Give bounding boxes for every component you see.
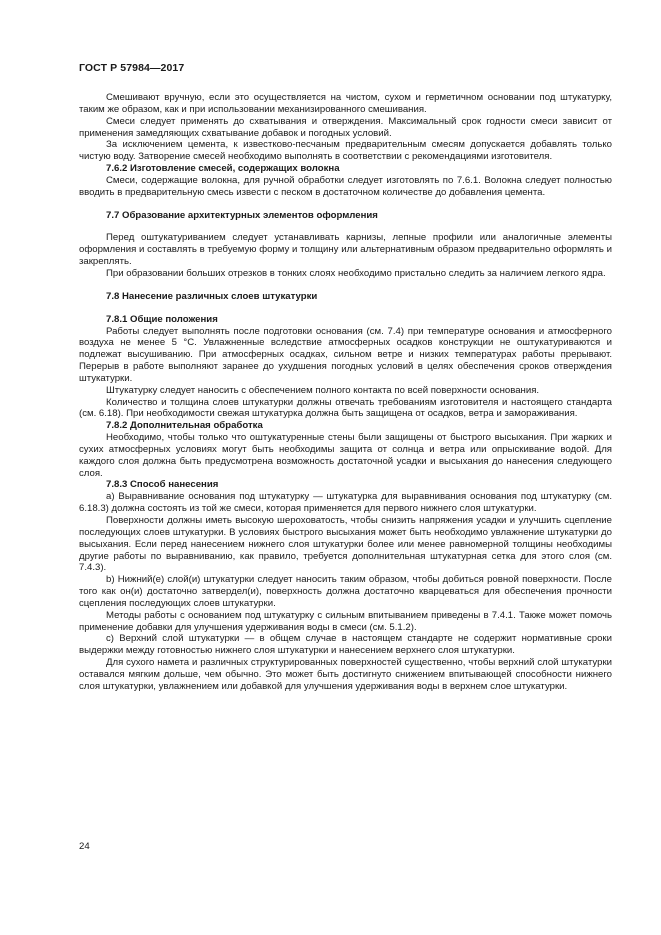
paragraph: Для сухого намета и различных структурированных поверхностей существенно, чтобы верхний слой штукатурки оставался мягким дольше, чем обычно. Это может быть достигнуто снижением впитывающей способности нижнего слоя штукатурки, увлажнением или добавкой для улучшения удерживания воды в верхнем слое штукатурки. — [79, 657, 612, 692]
section-heading-7-8-3: 7.8.3 Способ нанесения — [106, 479, 219, 491]
document-header: ГОСТ Р 57984—2017 — [79, 62, 185, 74]
paragraph: Перед оштукатуриванием следует устанавливать карнизы, лепные профили или аналогичные элементы оформления и составлять в требуемую форму и толщину или альтернативным образом предварительно оформлять и закреплять. — [79, 232, 612, 268]
page-content — [79, 92, 612, 693]
section-heading-7-7: 7.7 Образование архитектурных элементов оформления — [106, 209, 378, 221]
paragraph: Количество и толщина слоев штукатурки должны отвечать требованиям изготовителя и настоящего стандарта (см. 6.18). При необходимости свежая штукатурка должна быть защищена от осадков, ветра и замораживания. — [79, 396, 612, 420]
paragraph: Необходимо, чтобы только что оштукатуренные стены были защищены от быстрого высыхания. При жарких и сухих атмосферных условиях могут быть необходимы защита от солнца и ветра или опрыскивание водой. Для каждого слоя должна быть предусмотрена возможность достаточной усадки и высыхания до нанесения следующего слоя. — [79, 432, 612, 479]
paragraph: Методы работы с основанием под штукатурку с сильным впитыванием приведены в 7.4.1. Также может помочь применение добавки для улучшения удерживания воды в смеси (см. 5.1.2). — [79, 609, 612, 633]
paragraph: Смеси, содержащие волокна, для ручной обработки следует изготовлять по 7.6.1. Волокна следует полностью вводить в предварительную смесь извести с песком в достаточном количестве до добавления цемента. — [79, 174, 612, 198]
section-heading-7-8-2: 7.8.2 Дополнительная обработка — [106, 420, 263, 432]
section-heading-7-8: 7.8 Нанесение различных слоев штукатурки — [106, 290, 318, 302]
section-heading-7-6-2: 7.6.2 Изготовление смесей, содержащих волокна — [106, 163, 340, 175]
paragraph: Работы следует выполнять после подготовки основания (см. 7.4) при температуре основания и атмосферного воздуха не менее 5 °С. Увлажненные вследствие атмосферных осадков конструкции не оштукатуриваются и подлежат высушиванию. При атмосферных осадках, сильном ветре и низких температурах работы прерывают. Перерыв в работе выполняют заранее до ухудшения погодных условий в целях обеспечения сроков отверждения штукатурки. — [79, 325, 612, 384]
paragraph: Смешивают вручную, если это осуществляется на чистом, сухом и герметичном основании под штукатурку, таким же образом, как и при использовании механизированного смешивания. — [79, 92, 612, 115]
paragraph: с) Верхний слой штукатурки — в общем случае в настоящем стандарте не содержит нормативные сроки выдержки между готовностью нижнего слоя штукатурки и нанесением верхнего слоя штукатурки. — [79, 633, 612, 657]
paragraph: b) Нижний(е) слой(и) штукатурки следует наносить таким образом, чтобы добиться ровной поверхности. После того как он(и) достаточно затвердел(и), поверхность должна достаточно кварцеваться для обеспечения прочности сцепления последующих слоев штукатурки. — [79, 574, 612, 609]
paragraph: Поверхности должны иметь высокую шероховатость, чтобы снизить напряжения усадки и улучшить сцепление последующих слоев штукатурки. В условиях быстрого высыхания может быть необходимо увлажнение штукатурки до высыхания. Если перед нанесением нижнего слоя штукатурки более или менее равномерной толщины необходимы другие работы по выравниванию, как правило, требуется дополнительная штукатурная сетка для этого слоя (см. 7.4.3). — [79, 515, 612, 574]
paragraph: а) Выравнивание основания под штукатурку — штукатурка для выравнивания основания под штукатурку (см. 6.18.3) должна состоять из той же смеси, которая применяется для первого нижнего слоя штукатурки. — [79, 491, 612, 515]
paragraph: Смеси следует применять до схватывания и отверждения. Максимальный срок годности смеси зависит от применения замедляющих схватывание добавок и погодных условий. — [79, 115, 612, 139]
page-number: 24 — [79, 841, 90, 852]
paragraph: Штукатурку следует наносить с обеспечением полного контакта по всей поверхности основания. — [106, 384, 540, 396]
paragraph: При образовании больших отрезков в тонких слоях необходимо пристально следить за наличием легкого ядра. — [106, 267, 606, 279]
section-heading-7-8-1: 7.8.1 Общие положения — [106, 313, 218, 325]
paragraph: За исключением цемента, к известково-песчаным предварительным смесям допускается добавлять только чистую воду. Затворение смесей необходимо выполнять в соответствии с рекомендациями изготовителя. — [79, 139, 612, 163]
